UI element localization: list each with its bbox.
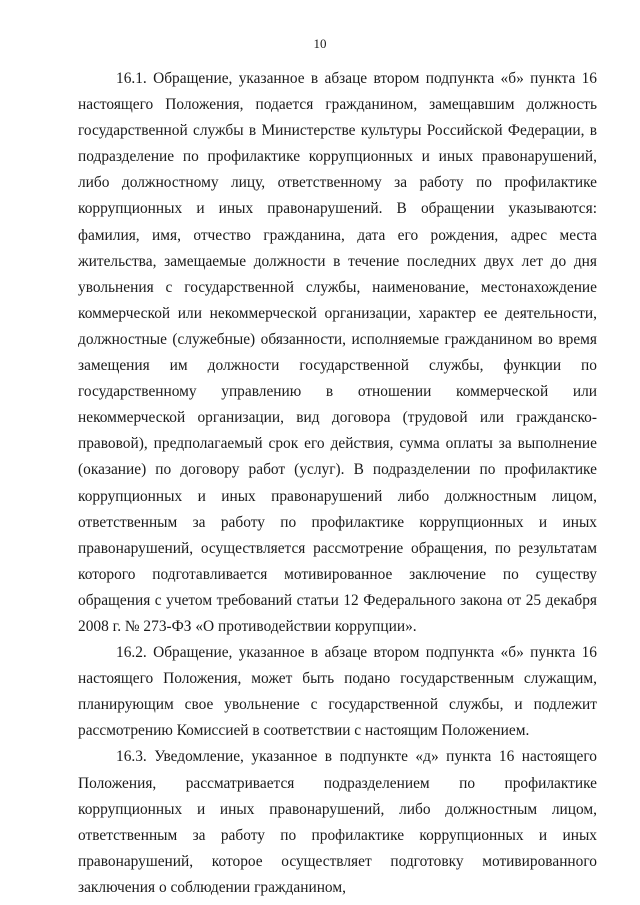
- paragraph-16-1: 16.1. Обращение, указанное в абзаце втором подпункта «б» пункта 16 настоящего Положения, подается гражданином, замещавшим должность государственной службы в Министерстве культуры Российской Федерации, в подразделение по профилактике коррупционных и иных правонарушений, либо должностному лицу, ответственному за работу по профилактике коррупционных и иных правонарушений. В обращении указываются: фамилия, имя, отчество гражданина, дата его рождения, адрес места жительства, замещаемые должности в течение последних двух лет до дня увольнения с государственной службы, наименование, местонахождение коммерческой или некоммерческой организации, характер ее деятельности, должностные (служебные) обязанности, исполняемые гражданином во время замещения им должности государственной службы, функции по государственному управлению в отношении коммерческой или некоммерческой организации, вид договора (трудовой или гражданско-правовой), предполагаемый срок его действия, сумма оплаты за выполнение (оказание) по договору работ (услуг). В подразделении по профилактике коррупционных и иных правонарушений либо должностным лицом, ответственным за работу по профилактике коррупционных и иных правонарушений, осуществляется рассмотрение обращения, по результатам которого подготавливается мотивированное заключение по существу обращения с учетом требований статьи 12 Федерального закона от 25 декабря 2008 г. № 273-ФЗ «О противодействии коррупции».: [78, 70, 597, 635]
- paragraph-16-2: 16.2. Обращение, указанное в абзаце втором подпункта «б» пункта 16 настоящего Положения, может быть подано государственным служащим, планирующим свое увольнение с государственной службы, и подлежит рассмотрению Комиссией в соответствии с настоящим Положением.: [78, 644, 597, 740]
- page-number: 10: [313, 36, 327, 51]
- document-body: [78, 66, 597, 901]
- paragraph-16-3: 16.3. Уведомление, указанное в подпункте «д» пункта 16 настоящего Положения, рассматривается подразделением по профилактике коррупционных и иных правонарушений, либо должностным лицом, ответственным за работу по профилактике коррупционных и иных правонарушений, которое осуществляет подготовку мотивированного заключения о соблюдении гражданином,: [78, 748, 597, 896]
